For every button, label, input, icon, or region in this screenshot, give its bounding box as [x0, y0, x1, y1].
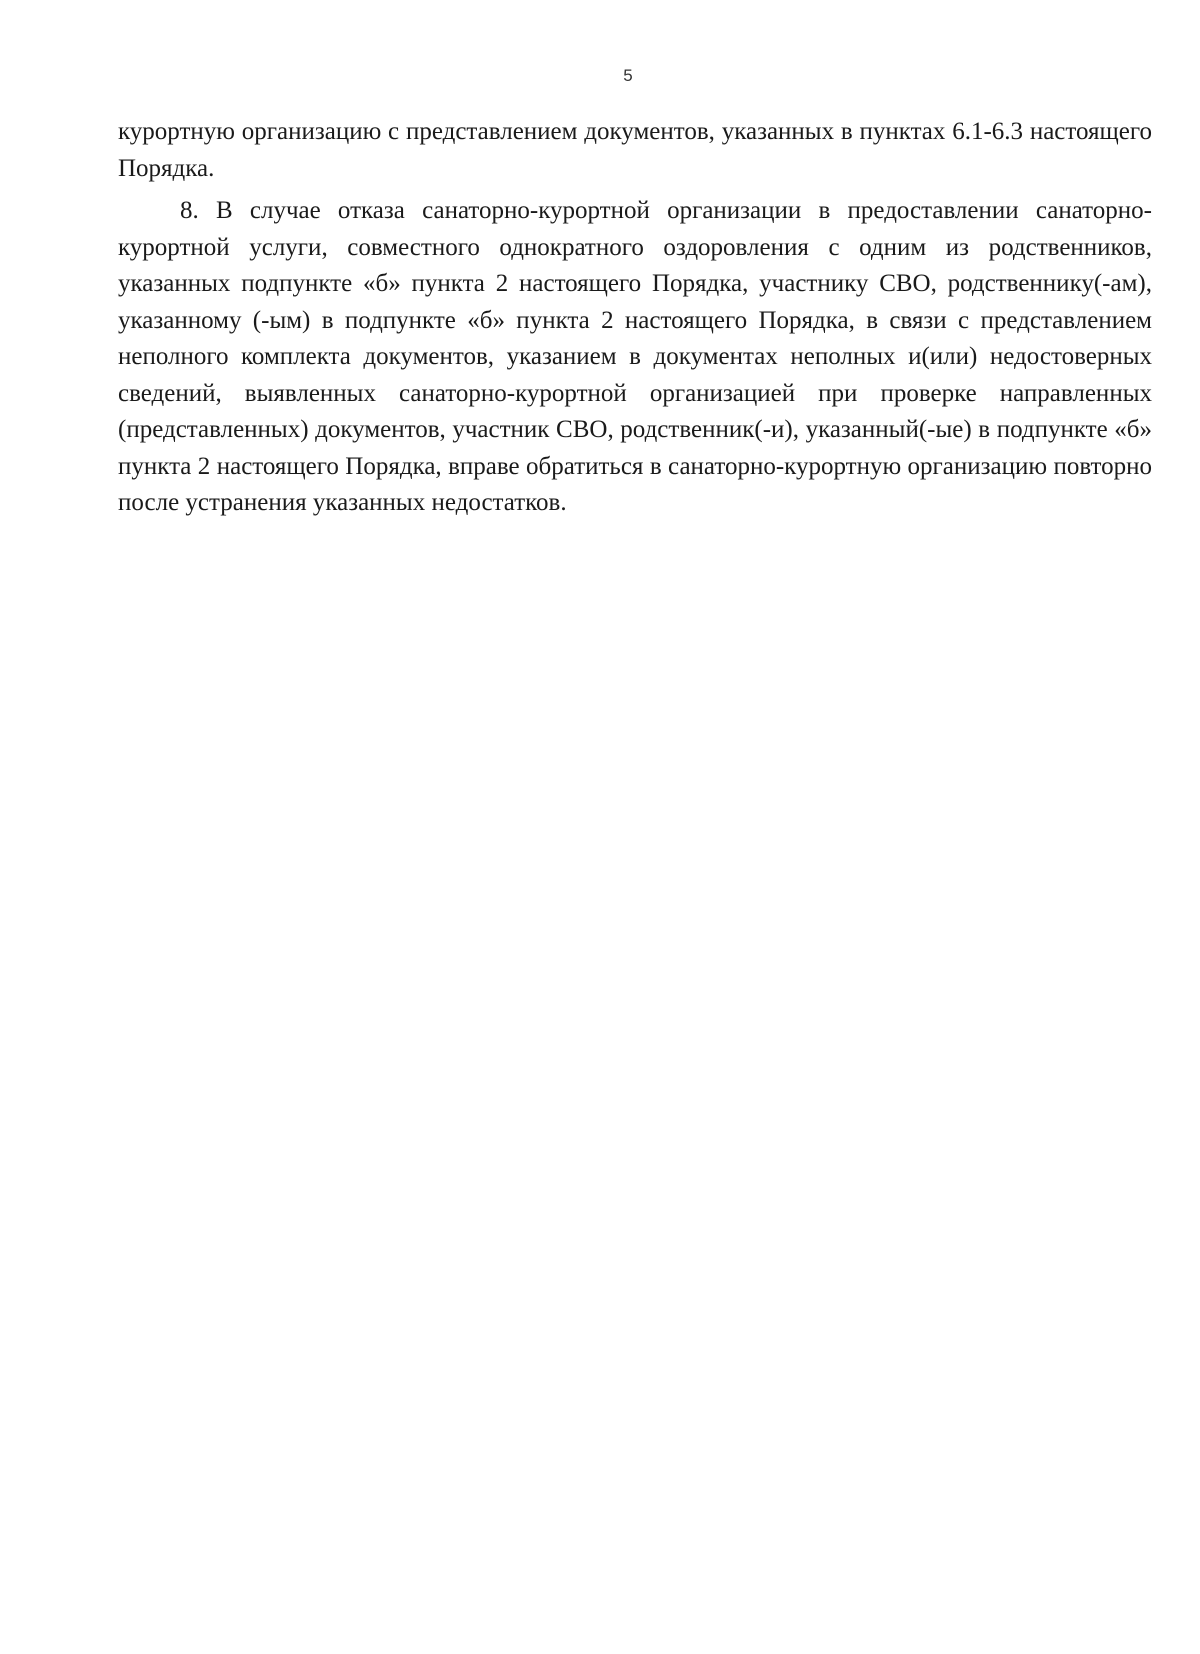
document-body — [118, 114, 1152, 522]
paragraph-item-8: 8. В случае отказа санаторно-курортной организации в предоставлении санаторно-курортной услуги, совместного однократного оздоровления с одним из родственников, указанных подпункте «б» пункта 2 настоящего Порядка, участнику СВО, родственнику(-ам), указанному (-ым) в подпункте «б» пункта 2 настоящего Порядка, в связи с представлением неполного комплекта документов, указанием в документах неполных и(или) недостоверных сведений, выявленных санаторно-курортной организацией при проверке направленных (представленных) документов, участник СВО, родственник(-и), указанный(-ые) в подпункте «б» пункта 2 настоящего Порядка, вправе обратиться в санаторно-курортную организацию повторно после устранения указанных недостатков. — [118, 197, 1152, 516]
paragraph-continued: курортную организацию с представлением документов, указанных в пунктах 6.1-6.3 настоящего Порядка. — [118, 118, 1152, 182]
page-number: 5 — [623, 66, 633, 85]
